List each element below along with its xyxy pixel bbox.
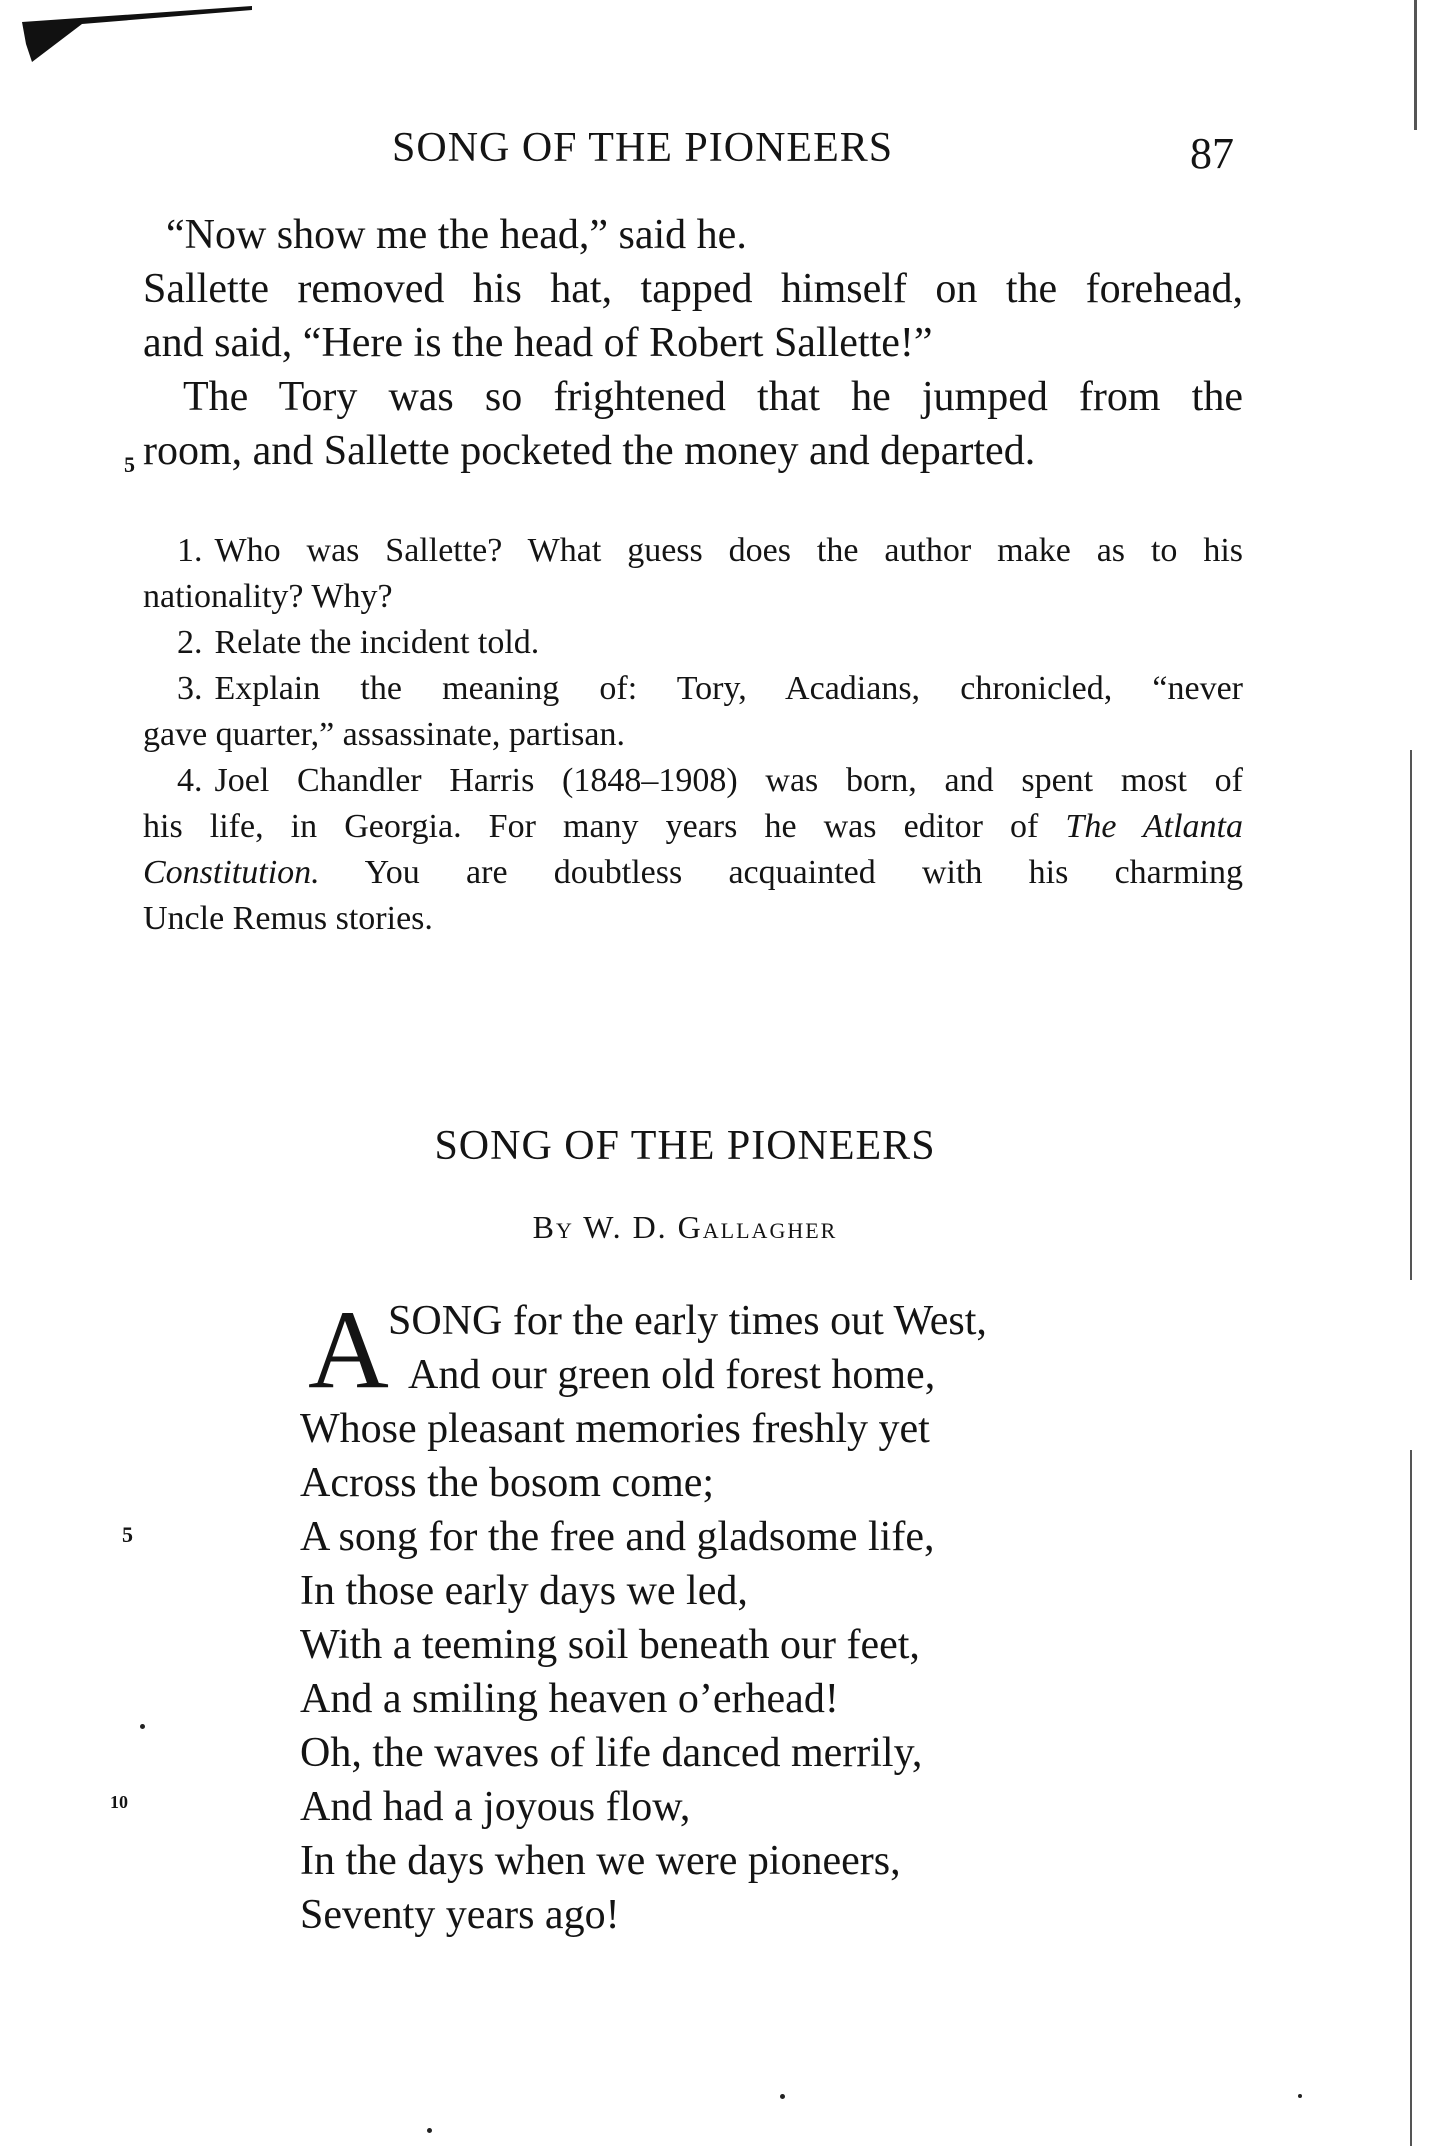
scan-speck [140, 1724, 145, 1729]
byline [0, 1209, 1430, 1246]
study-note-continued [143, 804, 1243, 850]
study-note-continued: nationality? Why? [143, 578, 393, 615]
scan-corner-mark [22, 4, 262, 64]
study-note [143, 758, 1243, 804]
note-text: You are doubtless acquainted with his charming [319, 854, 1243, 891]
scan-edge-line [1414, 0, 1417, 130]
verse-line: And had a joyous flow, [300, 1784, 691, 1830]
note-text: his life, in Georgia. For many years he was editor of [143, 808, 1066, 845]
scan-edge-line [1410, 750, 1412, 1280]
verse-line: Across the bosom come; [300, 1460, 715, 1506]
verse-line: A song for the free and gladsome life, [300, 1514, 935, 1560]
poem-title-text: SONG OF THE PIONEERS [434, 1123, 936, 1169]
verse-line: With a teeming soil beneath our feet, [300, 1622, 920, 1668]
line-number: 5 [124, 452, 135, 477]
study-note [143, 528, 1243, 574]
line-number: 10 [110, 1792, 128, 1812]
note-number: 4. [177, 762, 203, 799]
note-italic-title: The Atlanta [1065, 808, 1243, 845]
running-title: SONG OF THE PIONEERS [392, 125, 894, 171]
note-number: 1. [177, 532, 203, 569]
note-number: 3. [177, 670, 203, 707]
prose-line: The Tory was so frightened that he jumped from the [183, 374, 1243, 420]
study-note-continued [143, 850, 1243, 896]
note-text: Joel Chandler Harris (1848–1908) was born, and spent most of [214, 762, 1243, 799]
scan-speck [427, 2128, 432, 2133]
verse-line: Whose pleasant memories freshly yet [300, 1406, 930, 1452]
note-number: 2. [177, 624, 203, 661]
study-note [143, 666, 1243, 712]
scan-speck [1298, 2094, 1302, 2098]
verse-line: SONG for the early times out West, [388, 1298, 987, 1344]
verse-line: In the days when we were pioneers, [300, 1838, 901, 1884]
prose-line: Sallette removed his hat, tapped himself on the forehead, [143, 266, 1243, 312]
study-note-continued: Uncle Remus stories. [143, 900, 433, 937]
note-italic-title: Constitution. [143, 854, 320, 891]
prose-line: and said, “Here is the head of Robert Sallette!” [143, 320, 933, 366]
page-number: 87 [1190, 129, 1234, 178]
study-note [143, 620, 1243, 666]
verse-line: In those early days we led, [300, 1568, 748, 1614]
note-text: Relate the incident told. [214, 624, 540, 661]
prose-line: “Now show me the head,” said he. [166, 212, 747, 258]
verse-line: Oh, the waves of life danced merrily, [300, 1730, 923, 1776]
verse-line: And our green old forest home, [408, 1352, 936, 1398]
scan-edge-line [1410, 1450, 1412, 2146]
note-text: Who was Sallette? What guess does the author make as to his [214, 532, 1243, 569]
line-number: 5 [122, 1522, 133, 1547]
byline-text: By W. D. Gallagher [532, 1209, 838, 1245]
poem-title [0, 1122, 1430, 1170]
prose-line: room, and Sallette pocketed the money and departed. [143, 428, 1036, 474]
drop-cap: A [308, 1288, 389, 1412]
note-text: Explain the meaning of: Tory, Acadians, chronicled, “never [214, 670, 1243, 707]
verse-line: Seventy years ago! [300, 1892, 620, 1938]
scan-speck [780, 2094, 785, 2099]
verse-line: And a smiling heaven o’erhead! [300, 1676, 839, 1722]
study-note-continued: gave quarter,” assassinate, partisan. [143, 716, 625, 753]
